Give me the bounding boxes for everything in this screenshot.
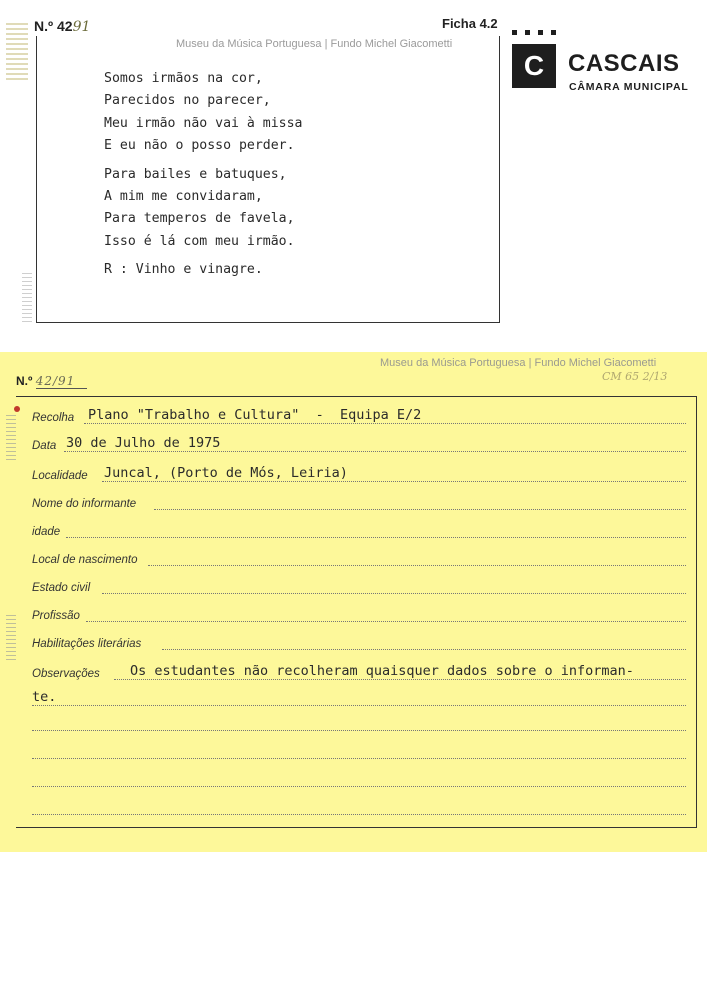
blank-line: [32, 786, 686, 787]
field-recolha: [32, 406, 686, 426]
field-label: idade: [32, 526, 61, 538]
museum-stamp-bottom: Museu da Música Portuguesa | Fundo Michel Giacometti: [380, 357, 657, 369]
field-idade: [32, 520, 686, 540]
poem-line: Isso é lá com meu irmão.: [104, 233, 295, 249]
logo-letter: C: [523, 50, 545, 81]
field-estado-civil: [32, 576, 686, 596]
card-number-top: N.º 4291: [34, 18, 91, 35]
tape-marks: [6, 22, 28, 80]
field-habilitacoes: [32, 632, 686, 652]
field-local-nascimento: [32, 548, 686, 568]
logo-subtitle: CÂMARA MUNICIPAL: [569, 81, 689, 93]
field-label: Data: [32, 440, 57, 452]
field-localidade: [32, 464, 686, 484]
handwritten-reference: CM 65 2/13: [602, 370, 668, 383]
field-label: Estado civil: [32, 582, 91, 594]
blank-line: [32, 814, 686, 815]
ruler-marks: [6, 412, 16, 460]
poem-refrain: R : Vinho e vinagre.: [104, 262, 263, 278]
poem-line: Para temperos de favela,: [104, 211, 295, 227]
field-nome-informante: [32, 492, 686, 512]
field-label: Nome do informante: [32, 498, 137, 510]
field-value: Os estudantes não recolheram quaisquer dados sobre o informan-: [130, 663, 634, 679]
poem-line: Meu irmão não vai à missa: [104, 115, 303, 131]
handwritten-number: 42/91: [35, 374, 76, 388]
field-value: te.: [32, 689, 57, 705]
field-profissao: [32, 604, 686, 624]
field-label: Localidade: [32, 470, 88, 482]
poem-line: E eu não o posso perder.: [104, 138, 295, 154]
poem-line: A mim me convidaram,: [104, 189, 263, 205]
poem-text: [104, 68, 303, 282]
field-value: Juncal, (Porto de Mós, Leiria): [104, 465, 348, 481]
field-data: [32, 434, 686, 454]
logo-name: CASCAIS: [568, 50, 680, 77]
field-label: Local de nascimento: [32, 554, 138, 566]
blank-line: [32, 758, 686, 759]
field-label: Recolha: [32, 412, 75, 424]
ruler-marks: [22, 270, 32, 322]
field-label: Habilitações literárias: [32, 638, 142, 650]
museum-stamp-top: Museu da Música Portuguesa | Fundo Michel Giacometti: [176, 38, 453, 50]
blank-line: [32, 730, 686, 731]
ficha-label: Ficha 4.2: [442, 16, 498, 31]
poem-line: Para bailes e batuques,: [104, 166, 287, 182]
poem-line: Parecidos no parecer,: [104, 93, 271, 109]
field-label: Observações: [32, 668, 100, 680]
ruler-marks: [6, 612, 16, 660]
field-value: 30 de Julho de 1975: [66, 435, 221, 451]
poem-line: Somos irmãos na cor,: [104, 71, 263, 86]
logo-dots: [512, 30, 556, 35]
handwritten-number: 91: [72, 19, 91, 35]
field-observacoes-continued: [32, 688, 686, 708]
field-observacoes: [32, 662, 686, 682]
field-value: Plano "Trabalho e Cultura" - Equipa E/2: [88, 407, 422, 423]
field-label: Profissão: [32, 610, 80, 622]
card-number-bottom: N.º 42/91: [16, 374, 87, 389]
